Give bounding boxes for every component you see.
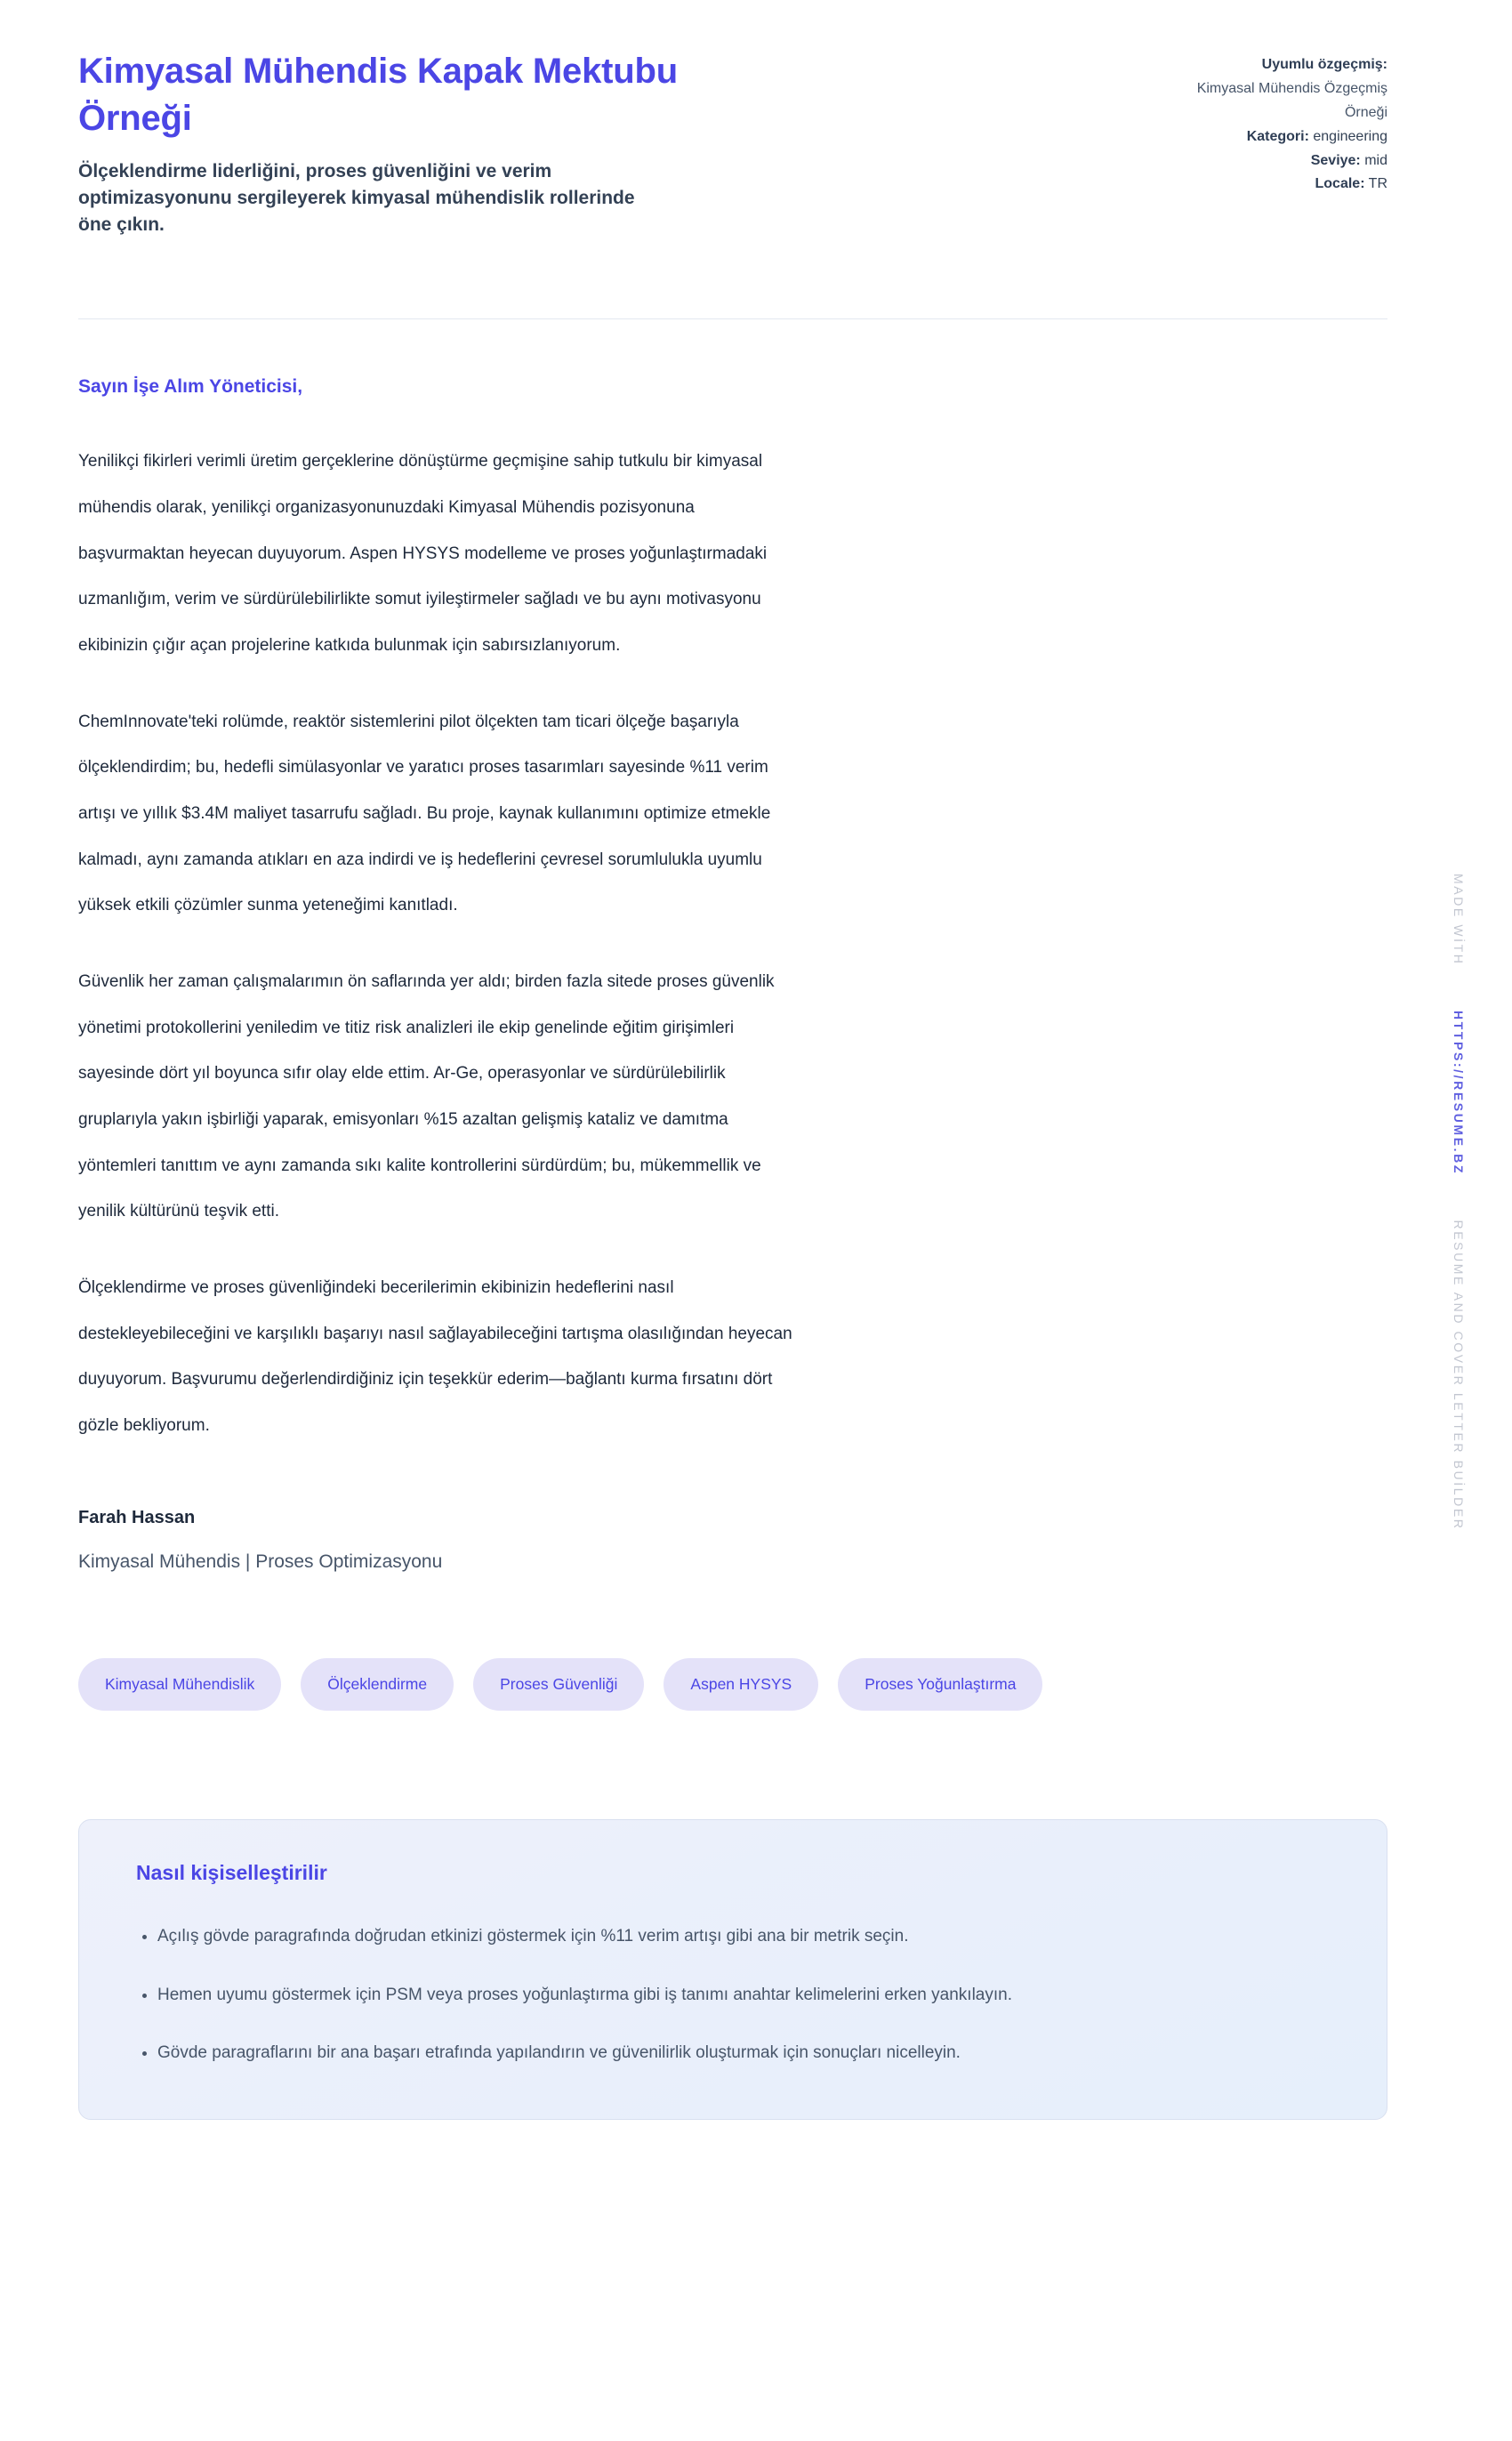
locale-value: TR [1368, 176, 1387, 192]
locale-label: Locale: [1315, 176, 1365, 192]
meta-panel [1110, 48, 1387, 197]
page-subtitle: Ölçeklendirme liderliğini, proses güvenliğini ve verim optimizasyonunu sergileyerek kimyasal mühendislik rollerinde öne çıkın. [78, 160, 635, 236]
meta-category [1110, 125, 1387, 149]
meta-locale [1110, 173, 1387, 197]
page-title: Kimyasal Mühendis Kapak Mektubu Örneği [78, 52, 678, 138]
header-title-block [78, 48, 692, 238]
watermark-prefix: MADE WİTH [1452, 874, 1466, 966]
tip-item: • Açılış gövde paragrafında doğrudan etkinizi göstermek için %11 verim artışı gibi ana bir metrik seçin. [157, 1919, 1296, 1954]
personalization-tips-card [78, 1819, 1387, 2120]
meta-matching-resume [1110, 53, 1387, 125]
tips-list [136, 1919, 1330, 2071]
letter-greeting: Sayın İşe Alım Yöneticisi, [78, 376, 303, 398]
cover-letter-body [78, 376, 800, 1572]
resume-bz-link[interactable]: HTTPS://RESUME.BZ [1452, 1011, 1466, 1175]
tag-kimyasal-muhendislik[interactable]: Kimyasal Mühendislik [78, 1658, 281, 1712]
header [78, 48, 1387, 238]
letter-paragraph: Ölçeklendirme ve proses güvenliğindeki becerilerimin ekibinizin hedeflerini nasıl destekleyebileceğini ve karşılıklı başarıyı nasıl sağlayabileceğini tartışma olasılığından heyecan duyuyorum. Başvurumu değerlendirdiğiniz için teşekkür ederim—bağlantı kurma fırsatını dört gözle bekliyorum. [78, 1278, 792, 1436]
category-label: Kategori: [1246, 128, 1309, 144]
tip-item: • Gövde paragraflarını bir ana başarı etrafında yapılandırın ve güvenilirlik oluşturmak için sonuçları nicelleyin. [157, 2035, 1296, 2071]
tips-title: Nasıl kişiselleştirilir [136, 1861, 327, 1885]
signature-name: Farah Hassan [78, 1507, 196, 1527]
meta-level [1110, 149, 1387, 173]
header-divider [78, 318, 1387, 319]
tag-aspen-hysys[interactable]: Aspen HYSYS [664, 1658, 818, 1712]
matching-resume-link[interactable]: Kimyasal Mühendis Özgeçmiş Örneği [1196, 80, 1387, 120]
signature-title: Kimyasal Mühendis | Proses Optimizasyonu [78, 1551, 443, 1572]
level-value: mid [1364, 152, 1387, 168]
letter-paragraph: Güvenlik her zaman çalışmalarımın ön saflarında yer aldı; birden fazla sitede proses güvenlik yönetimi protokollerini yeniledim ve titiz risk analizleri ile ekip genelinde eğitim girişimleri sayesinde dört yıl boyunca sıfır olay elde ettim. Ar-Ge, operasyonlar ve sürdürülebilirlik gruplarıyla yakın işbirliği yaparak, emisyonları %15 azaltan gelişmiş kataliz ve damıtma yöntemleri tanıttım ve aynı zamanda sıkı kalite kontrollerini sürdürdüm; bu, mükemmellik ve yenilik kültürünü teşvik etti. [78, 972, 775, 1221]
tag-olceklendirme[interactable]: Ölçeklendirme [301, 1658, 454, 1712]
tag-list [78, 1658, 1387, 1712]
tag-proses-yogunlastirma[interactable]: Proses Yoğunlaştırma [838, 1658, 1042, 1712]
made-with-watermark [1452, 874, 1466, 1531]
page [78, 0, 1387, 2120]
watermark-suffix: RESUME AND COVER LETTER BUİLDER [1452, 1220, 1466, 1531]
category-value: engineering [1313, 128, 1387, 144]
matching-resume-label: Uyumlu özgeçmiş: [1261, 57, 1387, 72]
letter-paragraph: ChemInnovate'teki rolümde, reaktör sistemlerini pilot ölçekten tam ticari ölçeğe başarıyla ölçeklendirdim; bu, hedefli simülasyonlar ve yaratıcı proses tasarımları sayesinde %11 verim artışı ve yıllık $3.4M maliyet tasarrufu sağladı. Bu proje, kaynak kullanımını optimize etmekle kalmadı, aynı zamanda atıkları en aza indirdi ve iş hedeflerini çevresel sorumlulukla uyumlu yüksek etkili çözümler sunma yeteneğimi kanıtladı. [78, 712, 771, 915]
tip-item: • Hemen uyumu göstermek için PSM veya proses yoğunlaştırma gibi iş tanımı anahtar kelimelerini erken yankılayın. [157, 1978, 1296, 2013]
tag-proses-guvenligi[interactable]: Proses Güvenliği [473, 1658, 644, 1712]
level-label: Seviye: [1310, 152, 1361, 168]
letter-paragraph: Yenilikçi fikirleri verimli üretim gerçeklerine dönüştürme geçmişine sahip tutkulu bir kimyasal mühendis olarak, yenilikçi organizasyonunuzdaki Kimyasal Mühendis pozisyonuna başvurmaktan heyecan duyuyorum. Aspen HYSYS modelleme ve proses yoğunlaştırmadaki uzmanlığım, verim ve sürdürülebilirlikte somut iyileştirmeler sağladı ve bu aynı motivasyonu ekibinizin çığır açan projelerine katkıda bulunmak için sabırsızlanıyorum. [78, 452, 768, 655]
